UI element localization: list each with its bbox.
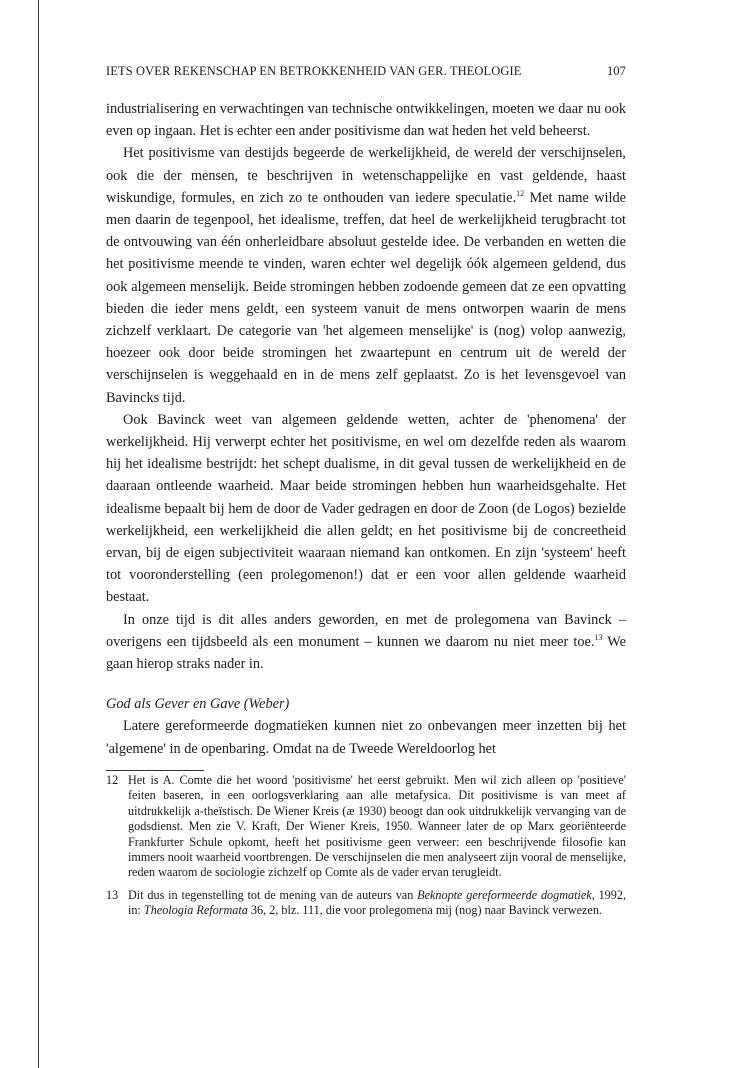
paragraph-4 <box>106 609 626 676</box>
footnote-13-journal-title: Theologia Reformata <box>143 903 248 918</box>
footnote-13-text-b: , 1992, in: <box>128 887 627 918</box>
book-page <box>106 64 626 919</box>
paragraph-3: Ook Bavinck weet van algemeen geldende wetten, achter de 'phenomena' der werkelijkheid. Hij verwerpt echter het positivisme, en wel om dezelfde reden als waarom hij het idealisme bestrijdt: het schept dualisme, in dit geval tussen de werkelijkheid en de daaraan ontleende waarheid. Maar beide stromingen hebben hun waarheidsgehalte. Het idealisme bepaalt bij hem de door de Vader gedragen en door de Zoon (de Logos) bezielde werkelijkheid, een werkelijkheid die allen geldt; en het positivisme bij de concreetheid ervan, bij de eigen subjectiviteit waaraan niemand kan ontkomen. En zijn 'systeem' heeft tot vooronderstelling (een prolegomenon!) dat er een voor allen geldende waarheid bestaat. <box>106 411 626 606</box>
paragraph-1: industrialisering en verwachtingen van technische ontwikkelingen, moeten we daar nu ook even op ingaan. Het is echter een ander positivisme dan wat heden het veld beheerst. <box>106 101 626 140</box>
footnote-12 <box>106 773 626 881</box>
running-head <box>106 64 626 84</box>
paragraph-4-text-b: We gaan hierop straks nader in. <box>106 633 626 673</box>
paragraph-2 <box>106 142 626 408</box>
page-edge-rule <box>38 0 39 1068</box>
footnote-12-text: Het is A. Comte die het woord 'positivisme' het eerst gebruikt. Men wil zich alleen op 'positieve' feiten baseren, in een oorlogsverklaring aan alle metafysica. Dit positivisme is van meet af uitdrukkelijk a-theïstisch. De Wiener Kreis (æ 1930) beoogt dan ook uitdrukkelijk vervanging van de godsdienst. Men zie V. Kraft, Der Wiener Kreis, 1950. Wanneer later de op Marx georiënteerde Frankfurter Schule opkomt, heeft het positivisme geen verweer: een beschrijvende filosofie kan immers nooit waarheid voortbrengen. De verschijnselen die men analyseert zijn vooral de menselijke, reden waarom de sociologie zichzelf op Comte als de vader ervan terugleidt. <box>128 772 626 880</box>
footnote-13-text-c: 36, 2, blz. 111, die voor prolegomena mij (nog) naar Bavinck verwezen. <box>247 903 602 918</box>
footnote-13-text <box>128 888 626 919</box>
footnote-13-text-a: Dit dus in tegenstelling tot de mening van de auteurs van <box>128 887 418 902</box>
footnote-13-book-title: Beknopte gereformeerde dogmatiek <box>417 887 592 902</box>
paragraph-5: Latere gereformeerde dogmatieken kunnen niet zo onbevangen meer inzetten bij het 'algemene' in de openbaring. Omdat na de Tweede Wereldoorlog het <box>106 718 626 757</box>
section-heading: God als Gever en Gave (Weber) <box>106 696 290 713</box>
footnote-12-number: 12 <box>106 772 119 787</box>
page-number: 107 <box>606 64 626 78</box>
paragraph-2-text-b: Met name wilde men daarin de tegenpool, het idealisme, treffen, dat heel de werkelijkheid terugbracht tot de ontvouwing van één onherleidbare absoluut gestelde idee. De verbanden en wetten die het positivisme meende te vinden, waren echter wel degelijk óók algemeen geldend, dus ook algemeen menselijk. Beide stromingen hebben zodoende gemeen dat ze een opvatting bieden die ieder mens geldt, een systeem vanuit de mens ontworpen waarin de mens zichzelf verklaart. De categorie van 'het algemeen menselijke' is (nog) volop aanwezig, hoezeer ook door beide stromingen het zwaartepunt en centrum uit de wereld der verschijnselen is weggehaald en in de mens zelf geplaatst. Zo is het levensgevoel van Bavincks tijd. <box>106 189 626 406</box>
paragraph-4-text-a: In onze tijd is dit alles anders geworden, en met de prolegomena van Bavinck – overigens een tijdsbeeld als een monument – kunnen we daarom nu niet meer toe. <box>106 611 626 650</box>
footnote-ref-12[interactable]: 12 <box>516 188 525 198</box>
footnote-separator <box>106 770 204 771</box>
paragraph-2-text-a: Het positivisme van destijds begeerde de werkelijkheid, de wereld der verschijnselen, ook die der mensen, te beschrijven in wetenschappelijke en vast geldende, haast wiskundige, formules, en zich zo te onthouden van iedere speculatie. <box>106 145 626 206</box>
footnote-13 <box>106 888 626 919</box>
footnote-ref-13[interactable]: 13 <box>594 632 603 642</box>
footnote-13-number: 13 <box>106 887 119 902</box>
running-head-title: IETS OVER REKENSCHAP EN BETROKKENHEID VAN GER. THEOLOGIE <box>106 64 522 78</box>
